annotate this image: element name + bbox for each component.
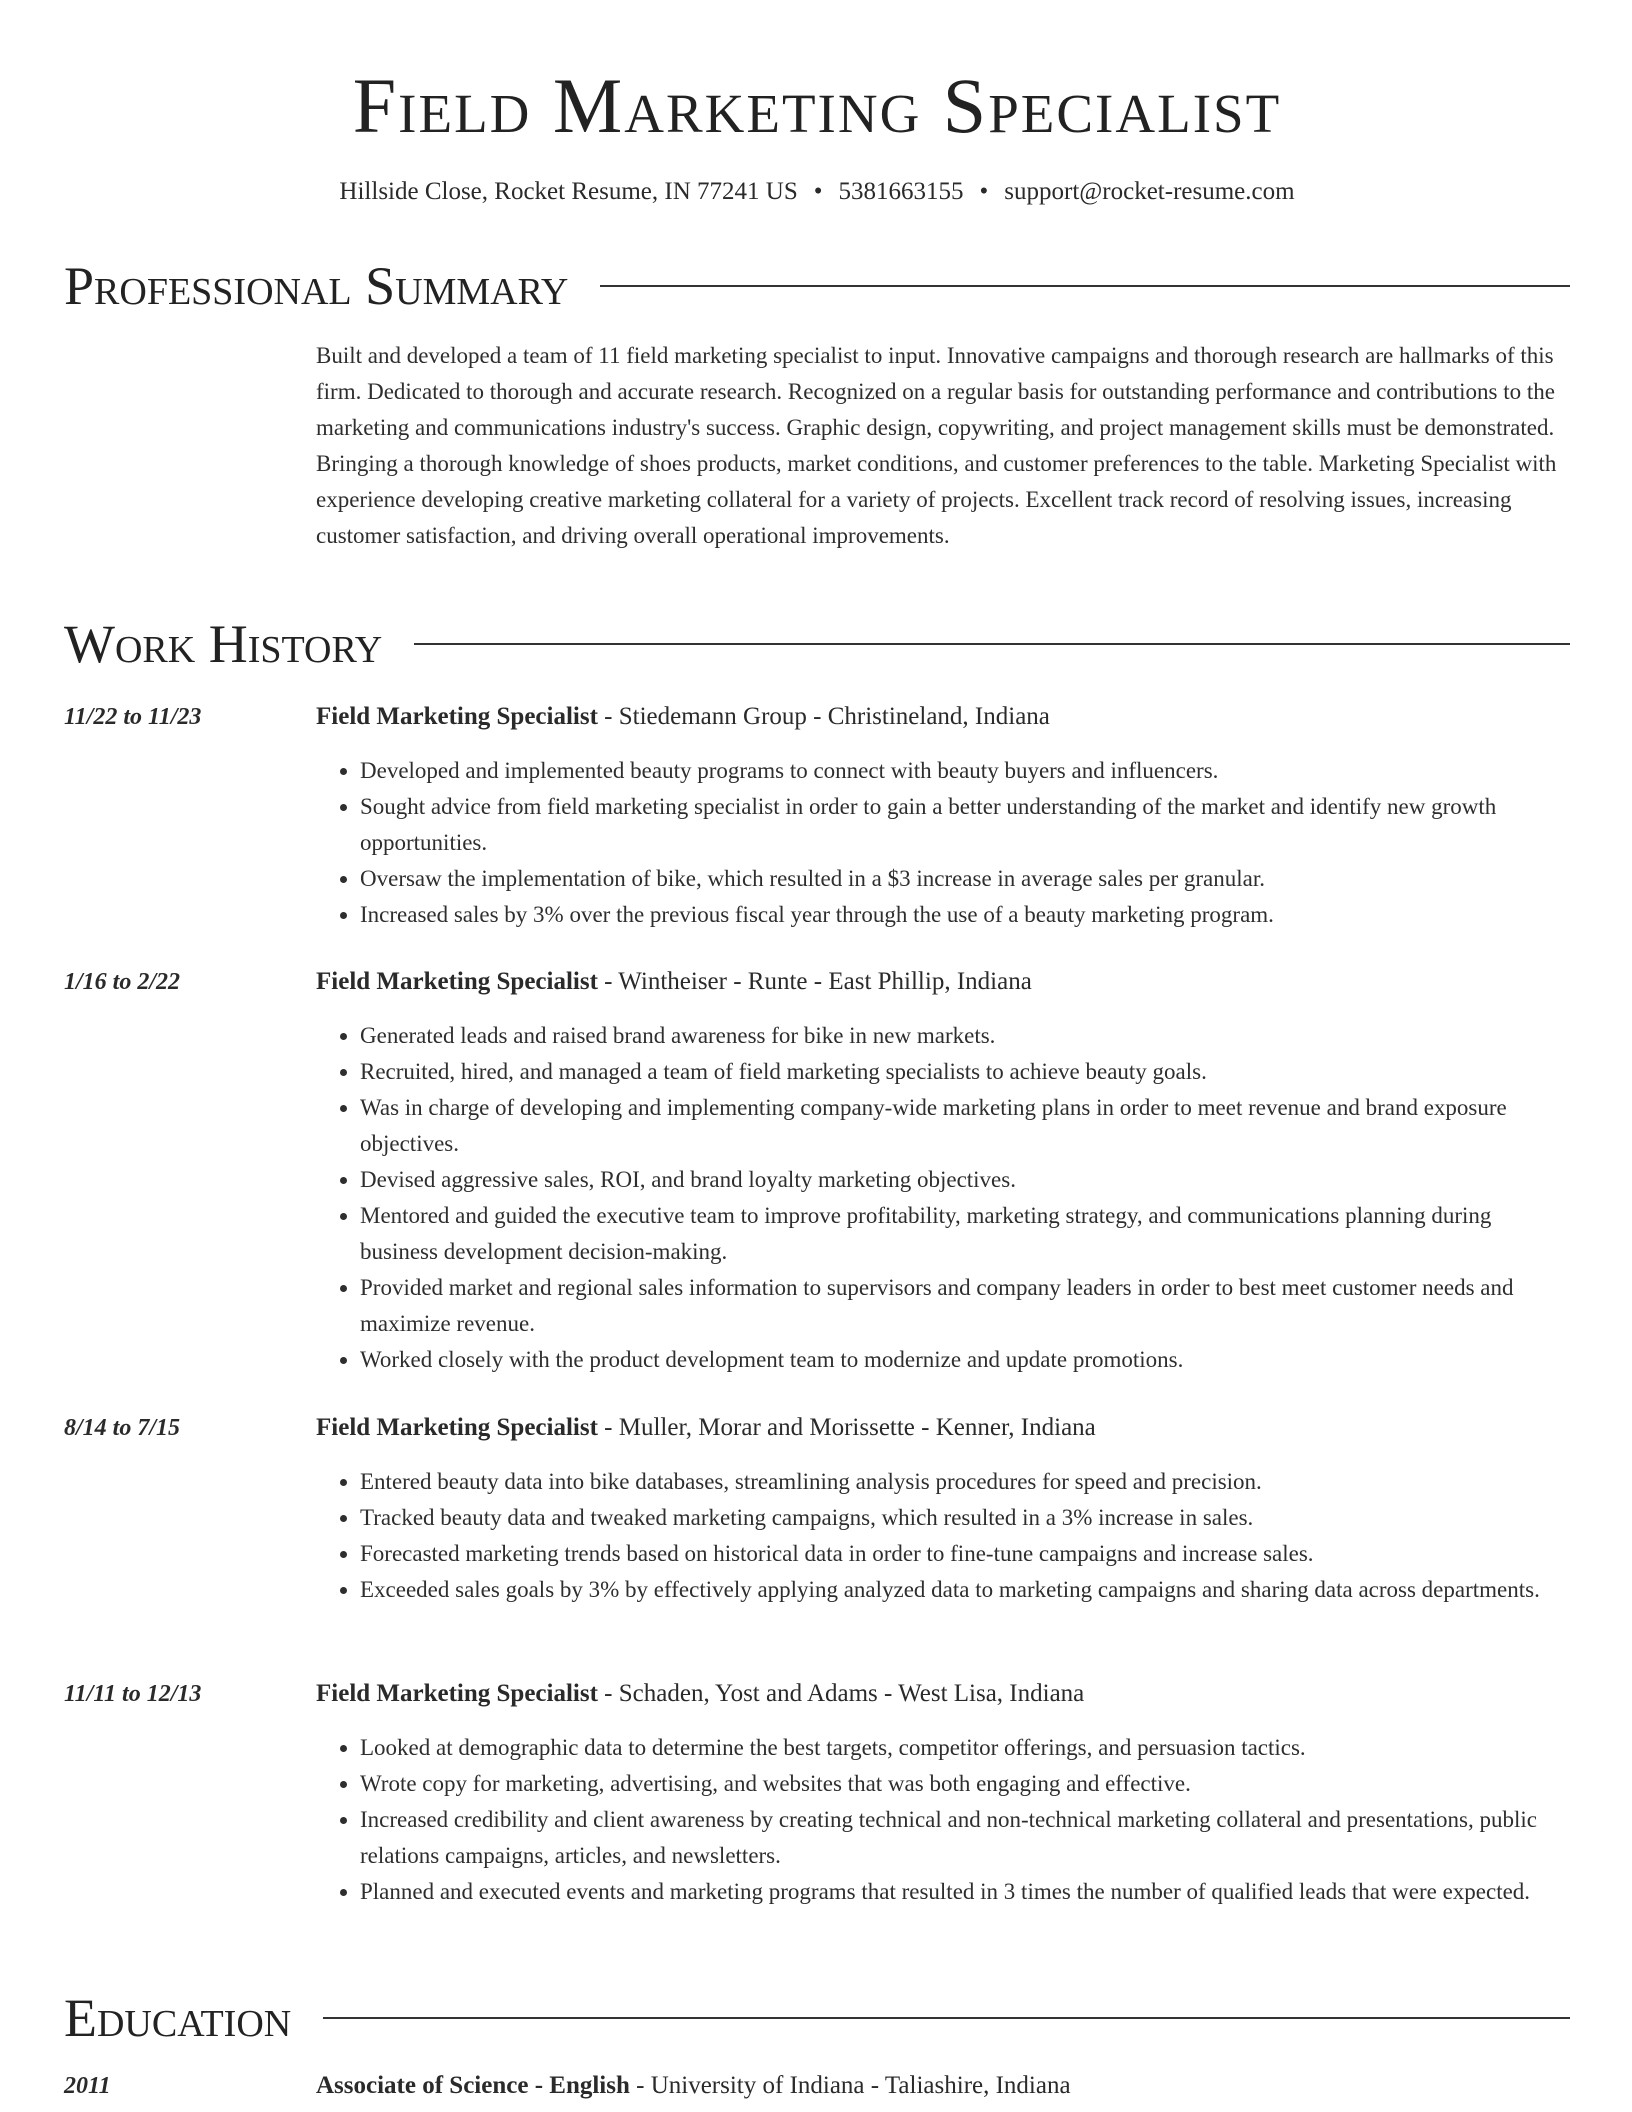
job-dates: 11/11 to 12/13 <box>64 1681 202 1707</box>
summary-text: Built and developed a team of 11 field marketing specialist to input. Innovative campaigns and thorough research are hallmarks of this firm. Dedicated to thorough and accurate research. Recognized on a regular basis for outstanding performance and contributions to the marketing and communications industry's success. Graphic design, copywriting, and project management skills must be demonstrated. Bringing a thorough knowledge of shoes products, market conditions, and customer preferences to the table. Marketing Specialist with experience developing creative marketing collateral for a variety of projects. Excellent track record of resolving issues, increasing customer satisfaction, and driving overall operational improvements. <box>316 343 1557 548</box>
work-section-title: Work History <box>64 614 383 674</box>
resume-name: Field Marketing Specialist <box>352 62 1282 149</box>
job-role: Field Marketing Specialist <box>316 1680 598 1707</box>
job-heading <box>316 964 1032 1000</box>
list-item: • Increased credibility and client awareness by creating technical and non-technical marketing collateral and presentations, public relations campaigns, articles, and newsletters. <box>360 1802 1570 1874</box>
list-item: • Developed and implemented beauty programs to connect with beauty buyers and influencers. <box>360 753 1570 789</box>
list-item: • Oversaw the implementation of bike, which resulted in a $3 increase in average sales per granular. <box>360 861 1570 897</box>
list-item: • Exceeded sales goals by 3% by effectively applying analyzed data to marketing campaigns and sharing data across departments. <box>360 1572 1570 1608</box>
job-details: - Wintheiser - Runte - East Phillip, Indiana <box>597 968 1032 995</box>
job-heading <box>316 1676 1084 1712</box>
contact-separator: • <box>979 178 989 205</box>
job-role: Field Marketing Specialist <box>316 1414 598 1441</box>
summary-section-title: Professional Summary <box>64 256 569 316</box>
education-year: 2011 <box>64 2073 111 2099</box>
list-item: • Forecasted marketing trends based on historical data in order to fine-tune campaigns and increase sales. <box>360 1536 1570 1572</box>
list-item: • Tracked beauty data and tweaked marketing campaigns, which resulted in a 3% increase in sales. <box>360 1500 1570 1536</box>
education-section-title: Education <box>64 1988 292 2048</box>
summary-section-header <box>64 254 1570 318</box>
list-item: • Increased sales by 3% over the previous fiscal year through the use of a beauty marketing program. <box>360 897 1570 933</box>
education-section-header <box>64 1986 1570 2050</box>
job-heading <box>316 1410 1096 1446</box>
job-dates: 8/14 to 7/15 <box>64 1415 181 1441</box>
list-item: • Was in charge of developing and implementing company-wide marketing plans in order to meet revenue and brand exposure objectives. <box>360 1090 1570 1162</box>
work-section-header <box>64 612 1570 676</box>
list-item: • Sought advice from field marketing specialist in order to gain a better understanding of the market and identify new growth opportunities. <box>360 789 1570 861</box>
job-dates: 1/16 to 2/22 <box>64 969 181 995</box>
education-heading <box>316 2068 1071 2104</box>
list-item: • Devised aggressive sales, ROI, and brand loyalty marketing objectives. <box>360 1162 1570 1198</box>
contact-email: support@rocket-resume.com <box>1004 178 1295 205</box>
job-bullets <box>316 753 1570 933</box>
education-details: - University of Indiana - Taliashire, Indiana <box>629 2072 1071 2099</box>
list-item: • Mentored and guided the executive team to improve profitability, marketing strategy, and communications planning during business development decision-making. <box>360 1198 1570 1270</box>
list-item: • Generated leads and raised brand awareness for bike in new markets. <box>360 1018 1570 1054</box>
list-item: • Provided market and regional sales information to supervisors and company leaders in order to best meet customer needs and maximize revenue. <box>360 1270 1570 1342</box>
section-divider <box>600 285 1570 287</box>
job-details: - Muller, Morar and Morissette - Kenner, Indiana <box>597 1414 1096 1441</box>
contact-address: Hillside Close, Rocket Resume, IN 77241 US <box>339 178 798 205</box>
education-degree: Associate of Science - English <box>316 2072 630 2099</box>
list-item: • Wrote copy for marketing, advertising, and websites that was both engaging and effective. <box>360 1766 1570 1802</box>
contact-phone: 5381663155 <box>838 178 964 205</box>
section-divider <box>323 2017 1570 2019</box>
list-item: • Worked closely with the product development team to modernize and update promotions. <box>360 1342 1570 1378</box>
job-bullets <box>316 1464 1570 1608</box>
job-role: Field Marketing Specialist <box>316 703 598 730</box>
job-bullets <box>316 1730 1570 1910</box>
contact-line <box>64 174 1570 210</box>
list-item: • Entered beauty data into bike databases, streamlining analysis procedures for speed and precision. <box>360 1464 1570 1500</box>
job-details: - Stiedemann Group - Christineland, Indiana <box>597 703 1050 730</box>
job-heading <box>316 699 1050 735</box>
contact-separator: • <box>813 178 823 205</box>
list-item: • Recruited, hired, and managed a team of field marketing specialists to achieve beauty goals. <box>360 1054 1570 1090</box>
job-dates: 11/22 to 11/23 <box>64 704 202 730</box>
section-divider <box>414 643 1570 645</box>
job-details: - Schaden, Yost and Adams - West Lisa, Indiana <box>597 1680 1085 1707</box>
list-item: • Looked at demographic data to determine the best targets, competitor offerings, and persuasion tactics. <box>360 1730 1570 1766</box>
list-item: • Planned and executed events and marketing programs that resulted in 3 times the number of qualified leads that were expected. <box>360 1874 1570 1910</box>
job-bullets <box>316 1018 1570 1378</box>
job-role: Field Marketing Specialist <box>316 968 598 995</box>
